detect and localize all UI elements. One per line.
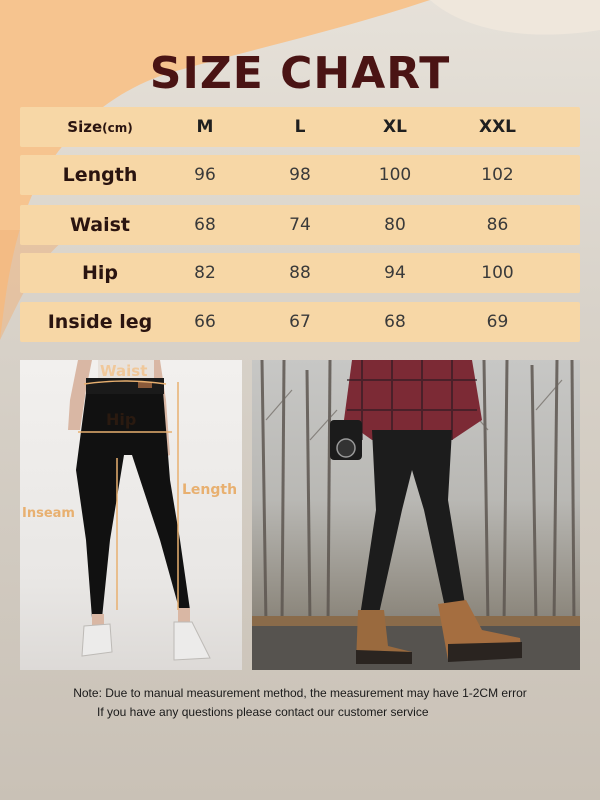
table-row-waist — [20, 205, 580, 245]
table-cell: 86 — [486, 215, 509, 235]
table-cell: 100 — [481, 263, 514, 283]
table-cell: 100 — [378, 165, 412, 185]
table-cell: 66 — [194, 312, 216, 332]
table-row-length — [20, 155, 580, 195]
table-cell: 69 — [486, 312, 509, 332]
table-cell: 94 — [384, 263, 406, 283]
hip-annotation: Hip — [106, 410, 137, 429]
row-label: Inside leg — [47, 311, 153, 333]
table-cell: 82 — [194, 263, 216, 283]
length-annotation: Length — [182, 482, 238, 498]
inseam-annotation: Inseam — [22, 506, 75, 521]
note-line-1: Note: Due to manual measurement method, the measurement may have 1-2CM error — [73, 686, 527, 700]
table-cell: 80 — [384, 215, 406, 235]
header-size-label: Size(cm) — [67, 118, 133, 136]
row-label: Hip — [81, 262, 118, 284]
forest-walk-scene — [252, 360, 580, 670]
table-row-inside-leg — [20, 302, 580, 342]
table-header-row — [20, 107, 580, 147]
waist-annotation: Waist — [100, 362, 148, 380]
note-line-2: If you have any questions please contact our customer service — [97, 705, 429, 719]
header-size-xxl: XXL — [478, 117, 517, 137]
header-size-xl: XL — [383, 117, 407, 137]
table-row-hip — [20, 253, 580, 293]
row-label: Waist — [69, 214, 130, 236]
table-cell: 74 — [289, 215, 311, 235]
table-cell: 88 — [289, 263, 311, 283]
table-cell: 67 — [289, 312, 311, 332]
lifestyle-photo — [252, 360, 580, 670]
table-cell: 68 — [194, 215, 216, 235]
header-size-l: L — [294, 117, 306, 137]
table-cell: 96 — [194, 165, 216, 185]
row-label: Length — [62, 164, 138, 186]
header-size-m: M — [196, 117, 214, 137]
page-title: SIZE CHART — [149, 48, 451, 99]
table-cell: 102 — [481, 165, 514, 185]
product-photo-measurements — [20, 360, 242, 670]
table-cell: 68 — [384, 312, 406, 332]
table-cell: 98 — [289, 165, 311, 185]
